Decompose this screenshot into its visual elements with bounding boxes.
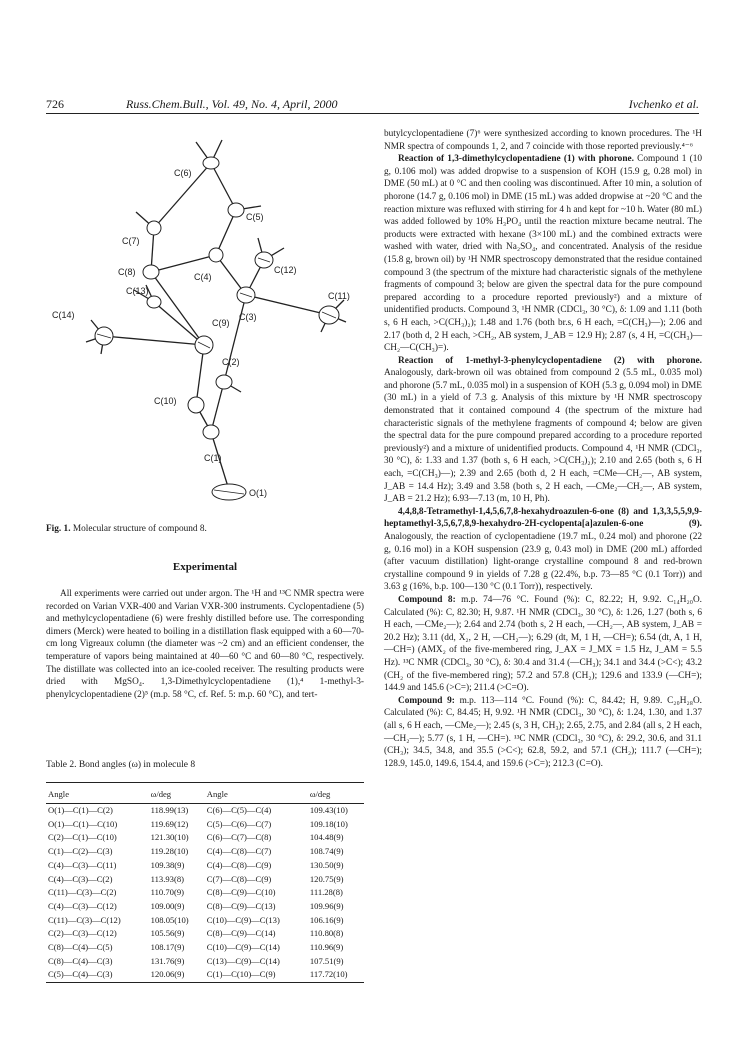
paragraph-body: Compound 1 (10 g, 0.106 mol) was added dropwise to a suspension of KOH (15.9 g, 0.28 mol) in DME (50 mL) at 0 °C and then cooling was discontinued. After 10 min, a solution of phorone (14.7 g, 0.106 mol) in DME (15 mL) was added dropwise at ~20 °C and the reaction mixture was refluxed with stirring for 4 h and kept for ~10 h. Water (80 mL) was added followed by 10% H₃PO₄ until the reaction mixture became neutral. The products were extracted with hexane (3×100 mL) and the combined extracts were washed with water, dried with Na₂SO₄, and concentrated. Analysis of the residue (15.8 g, brown oil) by ¹H NMR spectroscopy demonstrated that the residue contained compound 3 (the spectrum of the mixture had characteristic signals of the methylene fragments of compound 3; below are given the spectral data for the pure compound prepared according to a procedure reported previously²) and a mixture of unidentified products. Compound 3, ¹H NMR (CDCl₃, 30 °C), δ: 1.09 and 1.11 (both s, 6 H each, >C(CH₃)₂); 1.48 and 1.76 (both br.s, 6 H each, =C(CH₃)—); 2.06 and 2.17 (both d, 2 H each, >CH₂, AB system, J_AB = 12.9 H); 2.87 (s, 4 H, =C(CH₃)—CH₂—C(CH₃)=). bbox=[384, 154, 702, 354]
value-cell: 120.75(9) bbox=[309, 873, 344, 884]
angle-cell: C(6)—C(7)—C(8) bbox=[206, 832, 272, 843]
column-header-angle: Angle bbox=[46, 783, 149, 804]
molecular-structure-drawing bbox=[46, 120, 364, 520]
angle-cell: C(8)—C(9)—C(13) bbox=[206, 900, 276, 911]
table-row bbox=[46, 955, 364, 969]
value-cell: 130.50(9) bbox=[309, 859, 344, 870]
experimental-heading: Experimental bbox=[172, 561, 238, 573]
value-cell: 108.74(9) bbox=[309, 846, 344, 857]
atom-label-c1: C(1) bbox=[204, 453, 222, 463]
atom-label-c9: C(9) bbox=[212, 318, 230, 328]
value-cell: 104.48(9) bbox=[309, 832, 344, 843]
paragraph bbox=[384, 355, 702, 506]
angle-cell: C(4)—C(3)—C(12) bbox=[48, 900, 117, 911]
value-cell: 108.17(9) bbox=[150, 942, 185, 953]
angle-cell: C(11)—C(3)—C(2) bbox=[48, 887, 117, 898]
table-row bbox=[46, 900, 364, 914]
paragraph-heading: 4,4,8,8-Tetramethyl-1,4,5,6,7,8-hexahydroazulen-6-one (8) and 1,3,3,5,5,9,9-heptamethyl-3,5,6,7,8,9-hexahydro-2H-cyclopenta[a]azulen-6-one (9). bbox=[384, 506, 702, 530]
angle-cell: C(6)—C(5)—C(4) bbox=[206, 805, 272, 815]
angle-cell: C(2)—C(3)—C(12) bbox=[48, 928, 117, 939]
paragraph bbox=[384, 594, 702, 695]
atom-label-c13: C(13) bbox=[126, 286, 149, 296]
value-cell: 107.51(9) bbox=[309, 955, 344, 966]
angle-cell: C(10)—C(9)—C(14) bbox=[206, 942, 280, 953]
header-rule bbox=[46, 113, 699, 114]
atom-label-c14: C(14) bbox=[52, 310, 75, 320]
angle-cell: C(8)—C(4)—C(5) bbox=[48, 942, 113, 953]
page-number: 726 bbox=[46, 97, 64, 111]
value-cell: 119.69(12) bbox=[150, 818, 189, 829]
atom-label-c4: C(4) bbox=[194, 272, 212, 282]
value-cell: 113.93(8) bbox=[150, 873, 184, 884]
paragraph bbox=[384, 506, 702, 594]
atom-label-c7: C(7) bbox=[122, 236, 140, 246]
atom-label-c12: C(12) bbox=[274, 265, 297, 275]
value-cell: 118.99(13) bbox=[150, 805, 189, 815]
experimental-text bbox=[46, 588, 364, 701]
angle-cell: C(13)—C(9)—C(14) bbox=[206, 955, 280, 966]
atom-label-c10: C(10) bbox=[154, 396, 177, 406]
value-cell: 109.00(9) bbox=[150, 900, 185, 911]
atom-label-c11: C(11) bbox=[328, 291, 350, 301]
paragraph: butylcyclopentadiene (7)⁶ were synthesized according to known procedures. The ¹H NMR spectra of compounds 1, 2, and 7 coincide with those reported previously.⁴⁻⁶ bbox=[384, 129, 702, 152]
figure-caption bbox=[46, 524, 207, 534]
value-cell: 110.80(8) bbox=[309, 928, 344, 939]
paragraph-body: m.p. 113—114 °C. Found (%): C, 84.42; H, 9.89. C₂₀H₂₈O. Calculated (%): C, 84.45; H, 9.92. ¹H NMR (CDCl₃, 30 °C), δ: 1.24, 1.30, and 1.37 (all s, 6 H each, —CMe₂—); 2.45 (s, 3 H, CH₃); 2.65, 2.75, and 2.84 (all s, 2 H each, —CH₂—); 5.77 (s, 1 H, —CH=). ¹³C NMR (CDCl₃, 30 °C), δ: 29.2, 30.6, and 31.1 (CH₃); 34.5, 34.8, and 35.5 (>C<); 62.8, 59.2, and 57.1 (CH₂); 111.7 (—CH=); 128.9, 145.0, 149.6, 154.4, and 159.6 (>C=); 212.3 (C=O). bbox=[384, 695, 702, 769]
atoms bbox=[95, 157, 339, 500]
value-cell: 131.76(9) bbox=[150, 955, 185, 966]
running-authors: Ivchenko et al. bbox=[628, 97, 699, 111]
paragraph-body: Analogously, the reaction of cyclopentadiene (19.7 mL, 0.24 mol) and phorone (22 g, 0.16 mol) in a KOH suspension (23.9 g, 0.43 mol) in DME (200 mL) afforded (after vacuum distillation) light-orange crystalline compound 8 and red-brown crystalline compound 9 in yields of 7.28 g (22.4%, b.p. 73—85 °C (0.1 Torr)) and 3.63 g (16%, b.p. 100—130 °C (0.1 Torr)), respectively. bbox=[384, 532, 702, 593]
value-cell: 111.28(8) bbox=[309, 887, 343, 898]
paragraph bbox=[384, 153, 702, 355]
column-header-omega: ω/deg bbox=[149, 783, 205, 804]
atom-label-c5: C(5) bbox=[246, 212, 264, 222]
table-row bbox=[46, 914, 364, 928]
experimental-paragraph: All experiments were carried out under argon. The ¹H and ¹³C NMR spectra were recorded on Varian VXR-400 and Varian VXR-300 instruments. Cyclopentadiene (5) and methylcyclopentadiene (6) were freshly distilled before use. The corresponding dimers (Merck) were heated to boiling in a distillation flask equipped with a 60—70-cm long Vigreaux column (the diameter was ~2 cm) and an efficient condenser, the temperature of vapors being maintained at 40—60 °C and 60—80 °C, respectively. The distillate was collected into an ice-cooled receiver. The resulting products were dried with MgSO₄. 1,3-Dimethylcyclopentadiene (1),⁴ 1-methyl-3-phenylcyclopentadiene (2)⁵ (m.p. 58 °C, cf. Ref. 5: m.p. 60 °C), and tert- bbox=[46, 589, 364, 700]
atom-label-c8: C(8) bbox=[118, 267, 136, 277]
paragraph-body: m.p. 74—76 °C. Found (%): C, 82.22; H, 9.92. C₁₄H₂₀O. Calculated (%): C, 82.30; H, 9.87. ¹H NMR (CDCl₃, 30 °C), δ: 1.26, 1.27 (both s, 6 H each, —CMe₂—); 2.64 and 2.74 (both s, 2 H each, —CH₂—, AB system, J_AB = 20.2 Hz); 3.11 (dd, X₂, 2 H, —CH₂—); 6.29 (dt, M, 1 H, —CH=); 6.54 (dt, A, 1 H, —CH=) (AMX₂ of the five-membered ring, J_AX = J_MX = 1.5 Hz, J_AM = 5.5 Hz). ¹³C NMR (CDCl₃, 30 °C), δ: 30.4 and 31.4 (—CH₃); 34.1 and 34.4 (>C<); 43.2 (CH₂ of the five-membered ring); 57.2 and 57.8 (CH₂); 129.6 and 133.9 (—CH=); 144.9 and 145.6 (>C=); 211.4 (>C=O). bbox=[384, 594, 702, 694]
value-cell: 109.38(9) bbox=[150, 859, 185, 870]
angle-cell: C(8)—C(4)—C(3) bbox=[48, 955, 113, 966]
column-header-angle: Angle bbox=[205, 783, 308, 804]
table-header-row bbox=[46, 783, 364, 804]
value-cell: 117.72(10) bbox=[308, 968, 364, 982]
angle-cell: C(5)—C(6)—C(7) bbox=[206, 818, 272, 829]
angle-cell: C(1)—C(10)—C(9) bbox=[205, 968, 308, 982]
value-cell: 105.56(9) bbox=[150, 928, 185, 939]
table-row bbox=[46, 845, 364, 859]
atom-label-c6: C(6) bbox=[174, 168, 192, 178]
value-cell: 106.16(9) bbox=[309, 914, 344, 925]
value-cell: 119.28(10) bbox=[150, 846, 189, 857]
figure-caption-label: Fig. 1. bbox=[46, 524, 71, 534]
paragraph-heading: Compound 8: bbox=[398, 594, 456, 605]
table-row bbox=[46, 818, 364, 832]
table-row bbox=[46, 873, 364, 887]
paragraph-heading: Reaction of 1-methyl-3-phenylcyclopentadiene (2) with phorone. bbox=[398, 355, 702, 366]
table-row bbox=[46, 941, 364, 955]
angle-cell: C(4)—C(8)—C(7) bbox=[206, 846, 272, 857]
value-cell: 109.18(10) bbox=[309, 818, 348, 829]
angle-cell: C(4)—C(3)—C(11) bbox=[48, 859, 117, 870]
right-column-text bbox=[384, 128, 702, 770]
paragraph-heading: Compound 9: bbox=[398, 695, 455, 706]
running-header bbox=[46, 97, 699, 113]
journal-citation: Russ.Chem.Bull., Vol. 49, No. 4, April, 2000 bbox=[126, 97, 338, 111]
angle-cell: O(1)—C(1)—C(10) bbox=[48, 818, 118, 829]
value-cell: 110.70(9) bbox=[150, 887, 184, 898]
angle-cell: C(2)—C(1)—C(10) bbox=[48, 832, 117, 843]
table-title: Table 2. Bond angles (ω) in molecule 8 bbox=[46, 760, 196, 770]
table-row bbox=[46, 968, 364, 982]
value-cell: 109.96(9) bbox=[309, 900, 344, 911]
table-row bbox=[46, 927, 364, 941]
angle-cell: C(8)—C(9)—C(14) bbox=[206, 928, 276, 939]
angle-cell: C(1)—C(2)—C(3) bbox=[48, 846, 113, 857]
angle-cell: O(1)—C(1)—C(2) bbox=[48, 805, 113, 815]
angle-cell: C(11)—C(3)—C(12) bbox=[48, 914, 121, 925]
paragraph-heading: Reaction of 1,3-dimethylcyclopentadiene (1) with phorone. bbox=[398, 154, 634, 165]
table-row bbox=[46, 804, 364, 818]
column-header-omega: ω/deg bbox=[308, 783, 364, 804]
atom-label-c2: C(2) bbox=[222, 357, 240, 367]
angle-cell: C(7)—C(8)—C(9) bbox=[206, 873, 272, 884]
angle-cell: C(4)—C(3)—C(2) bbox=[48, 873, 113, 884]
paragraph bbox=[384, 695, 702, 771]
atom-label-c3: C(3) bbox=[239, 312, 257, 322]
table-row bbox=[46, 831, 364, 845]
figure-caption-text: Molecular structure of compound 8. bbox=[70, 524, 207, 534]
value-cell: 108.05(10) bbox=[150, 914, 189, 925]
atom-label-o1: O(1) bbox=[249, 488, 267, 498]
figure-1 bbox=[46, 120, 364, 525]
angle-cell: C(8)—C(9)—C(10) bbox=[206, 887, 276, 898]
angle-cell: C(5)—C(4)—C(3) bbox=[46, 968, 149, 982]
value-cell: 121.30(10) bbox=[150, 832, 189, 843]
table-row bbox=[46, 886, 364, 900]
value-cell: 120.06(9) bbox=[149, 968, 205, 982]
table-row bbox=[46, 859, 364, 873]
bond-angle-table bbox=[46, 782, 364, 983]
value-cell: 109.43(10) bbox=[309, 805, 348, 815]
paragraph-body: Analogously, dark-brown oil was obtained from compound 2 (5.5 mL, 0.035 mol) and phorone (5.7 mL, 0.035 mol) in a suspension of KOH (5.3 g, 0.094 mol) in DME (30 mL) in a yield of 7.3 g. Analysis of this mixture by ¹H NMR spectroscopy demonstrated that it contained compound 4 (the spectrum of the mixture had characteristic signals of the methylene fragments of compound 4; below are given the spectral data for the pure compound prepared according to a procedure reported previously²) and a mixture of unidentified products. Compound 4, ¹H NMR (CDCl₃, 30 °C), δ: 1.33 and 1.37 (both s, 6 H each, >C(CH₃)₂); 2.10 and 2.65 (both s, 6 H each, =C(CH₃)—); 2.39 and 2.65 (both d, 2 H each, =CMe—CH₂—, AB system, J_AB = 14.4 Hz); 3.49 and 3.58 (both s, 2 H each, —CMe₂—CH₂—, AB system, J_AB = 21.2 Hz); 6.93—7.13 (m, 10 H, Ph). bbox=[384, 368, 702, 505]
angle-cell: C(10)—C(9)—C(13) bbox=[206, 914, 280, 925]
value-cell: 110.96(9) bbox=[309, 942, 344, 953]
angle-cell: C(4)—C(8)—C(9) bbox=[206, 859, 272, 870]
